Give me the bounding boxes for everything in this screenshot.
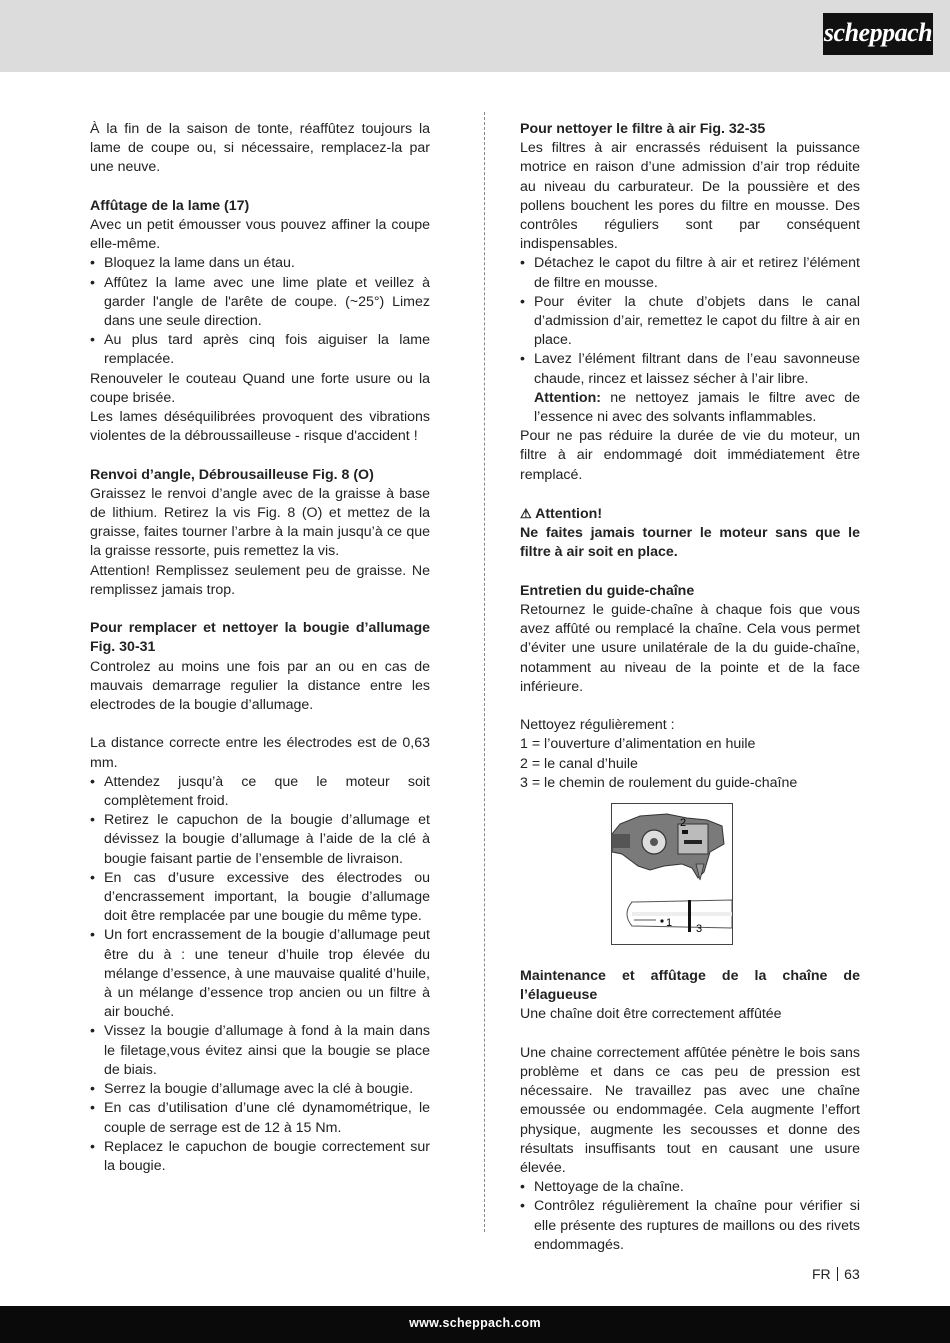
list-item: • En cas d’usure excessive des électrodes ou d’encrassement important, la bougie d’allumage doit être remplacée par une bougie du même type. [90,869,430,927]
list-item: • Retirez le capuchon de la bougie d’allumage et dévissez la bougie d’allumage à l’aide de la clé à bougie faisant partie de l’ensemble de livraison. [90,811,430,869]
guide-text: Retournez le guide-chaîne à chaque fois que vous avez affûté ou remplacé la chaîne. Cela vous permet d’éviter une usure unilatérale de la du guide-chaîne, notamment au niveau de la pointe et de la face inférieure. [520,602,860,695]
figure-label-3: 3 [696,923,703,936]
sharpen-heading: Affûtage de la lame (17) [90,197,250,214]
attention-text: ne nettoyez jamais le filtre avec de l’essence ni avec des solvants inflammables. [534,389,860,426]
clean-item: 3 = le chemin de roulement du guide-chaîne [520,774,798,791]
page-header [0,0,950,72]
guide-heading: Entretien du guide-chaîne [520,582,695,599]
page-language: FR [812,1266,831,1282]
plug-heading: Pour remplacer et nettoyer la bougie d’allumage Fig. 30-31 [90,620,430,656]
plug-distance: La distance correcte entre les électrodes est de 0,63 mm. [90,735,430,771]
page-footer [0,1306,950,1343]
warning-title: Attention! [535,506,603,523]
list-item: • Un fort encrassement de la bougie d’allumage peut être du à : une teneur d’huile trop élevée du mélange d’essence, à une mauvaise qualité d’huile, à un mélange d’essence trop ancien ou un filtre à air bouché. [90,926,430,1022]
filter-heading: Pour nettoyer le filtre à air Fig. 32-35 [520,121,766,137]
footer-url[interactable]: www.scheppach.com [409,1316,541,1330]
sharpen-after-1: Renouveler le couteau Quand une forte usure ou la coupe brisée. [90,370,430,406]
list-item: • Pour éviter la chute d’objets dans le canal d’admission d’air, remettez le capot du filtre à air en place. [520,293,860,351]
figure-label-1: 1 [666,917,673,930]
sharpen-text: Avec un petit émousser vous pouvez affiner la coupe elle-même. [90,217,430,253]
list-item: • Détachez le capot du filtre à air et retirez l’élément de filtre en mousse. [520,254,860,292]
warning-text: Ne faites jamais tourner le moteur sans que le filtre à air soit en place. [520,525,860,561]
list-item: • Replacez le capuchon de bougie correctement sur la bougie. [90,1138,430,1176]
page-number-separator [837,1267,839,1281]
guide-bar-figure [611,803,733,945]
warning-heading [520,504,860,524]
chain-list [520,1178,860,1255]
list-item: • Nettoyage de la chaîne. [520,1178,860,1197]
list-item: • Contrôlez régulièrement la chaîne pour vérifier si elle présente des ruptures de maillons ou des rivets endommagés. [520,1197,860,1255]
list-item: • Au plus tard après cinq fois aiguiser la lame remplacée. [90,331,430,369]
filter-list [520,254,860,427]
page-number-value: 63 [844,1266,860,1282]
figure-label-2: 2 [680,817,687,830]
column-divider [484,112,485,1232]
plug-text: Controlez au moins une fois par an ou en cas de mauvais demarrage regulier la distance entre les electrodes de la bougie d’allumage. [90,658,430,714]
sharpen-after-2: Les lames déséquilibrées provoquent des vibrations violentes de la débroussailleuse - risque d'accident ! [90,409,430,445]
guide-bar-illustration [612,804,732,944]
right-column [520,120,860,1255]
gear-note: Attention! Remplissez seulement peu de graisse. Ne remplissez jamais trop. [90,562,430,598]
chain-heading: Maintenance et affûtage de la chaîne de l’élagueuse [520,968,860,1004]
filter-text: Les filtres à air encrassés réduisent la puissance motrice en raison d’une admission d’air trop réduite au niveau du carburateur. De la poussière et des pollens bouchent les pores du filtre en mousse. Des contrôles réguliers sont par conséquent indispensables. [520,140,860,253]
page-number [812,1266,860,1282]
sharpen-list [90,254,430,369]
left-column [90,120,430,1176]
list-item: • Affûtez la lame avec une lime plate et veillez à garder l'angle de l'arête de coupe. (~25°) Limez dans une seule direction. [90,274,430,332]
list-item: • Vissez la bougie d’allumage à fond à la main dans le filetage,vous évitez ainsi que la bougie se place de biais. [90,1022,430,1080]
list-item: • En cas d’utilisation d’une clé dynamométrique, le couple de serrage est de 12 à 15 Nm. [90,1099,430,1137]
gear-text: Graissez le renvoi d’angle avec de la graisse à base de lithium. Retirez la vis Fig. 8 (O) et mettez de la graisse, faites tourner l’arbre à la main jusqu’à ce que la graisse ressorte, puis remettez la vis. [90,485,430,560]
list-item: • Attendez jusqu’à ce que le moteur soit complètement froid. [90,773,430,811]
plug-list [90,773,430,1176]
list-item: • Bloquez la lame dans un étau. [90,254,430,273]
clean-item: 1 = l’ouverture d’alimentation en huile [520,736,756,753]
warning-icon: ⚠ [520,506,532,522]
clean-item: 2 = le canal d’huile [520,755,638,772]
chain-text-2: Une chaine correctement affûtée pénètre le bois sans problème et dans ce cas peu de pression est nécessaire. Ne travaillez pas avec une chaîne emoussée ou endommagée. Cela augmente l’effort physique, augmente les secousses et donne des résultats insuffisants tout en causant une usure élevée. [520,1044,860,1177]
intro-paragraph: À la fin de la saison de tonte, réaffûtez toujours la lame de coupe ou, si nécessaire, remplacez-la par une neuve. [90,121,430,176]
chain-text: Une chaîne doit être correctement affûtée [520,1006,782,1023]
gear-heading: Renvoi d’angle, Débrousailleuse Fig. 8 (O) [90,466,374,483]
attention-label: Attention: [534,389,601,406]
filter-attention [520,389,860,427]
list-item: • Serrez la bougie d’allumage avec la clé à bougie. [90,1080,430,1099]
list-item: • Lavez l’élément filtrant dans de l’eau savonneuse chaude, rincez et laissez sécher à l’air libre. [520,350,860,388]
clean-intro: Nettoyez régulièrement : [520,717,675,734]
brand-logo: scheppach [823,13,933,55]
filter-after: Pour ne pas réduire la durée de vie du moteur, un filtre à air endommagé doit immédiatement être remplacé. [520,428,860,483]
